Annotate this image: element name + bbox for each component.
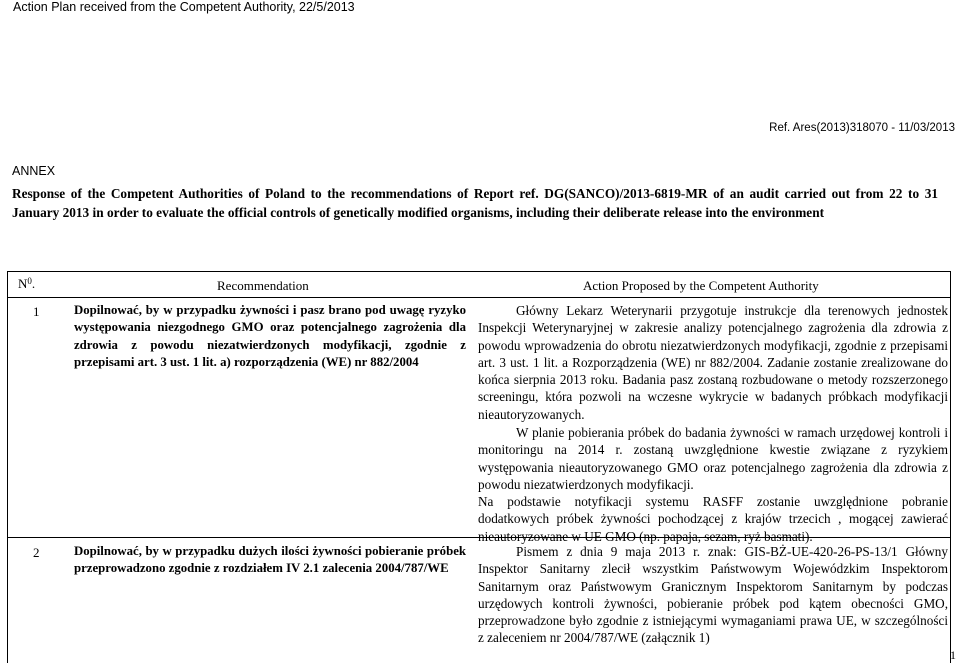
action-paragraph: Główny Lekarz Weterynarii przygotuje instrukcje dla terenowych jednostek Inspekcji Weterynaryjnej w zakresie analizy potencjalnego zagrożenia dla zdrowia z powodu wprowadzenia do obrotu niezatwierdzonych modyfikacji, zgodnie z przepisami art. 3 ust. 1 lit. a Rozporządzenia (WE) nr 882/2004. Zadanie zostanie zrealizowane do końca sierpnia 2013 roku. Badania pasz zostaną rozbudowane o metody rozszerzonego screeningu, która pozwoli na wczesne wykrycie w badanych próbkach modyfikacji nieautoryzowanych. <box>478 303 948 422</box>
column-header-number: $N^0$. <box>18 276 36 291</box>
action-paragraph: W planie pobierania próbek do badania żywności w ramach urzędowej kontroli i monitoringu na 2014 r. zostaną uwzględnione kwestie związane z ryzykiem występowania nieautoryzowanego GMO oraz potencjalnego zagrożenia dla zdrowia z powodu niezatwierdzonych modyfikacji. <box>478 425 948 492</box>
row-number: 2 <box>33 545 40 560</box>
action-text <box>478 302 948 423</box>
document-title: Action Plan received from the Competent Authority, 22/5/2013 <box>13 0 355 14</box>
action-paragraph: Na podstawie notyfikacji systemu RASFF zostanie uwzględnione pobranie dodatkowych próbek żywności pochodzącej z krajów trzecich , mogącej zawierać nieautoryzowane w UE GMO (np. papaja, sezam, ryż basmati). <box>478 494 948 544</box>
column-header-action: Action Proposed by the Competent Authority <box>583 278 819 293</box>
recommendation-text: Dopilnować, by w przypadku żywności i pasz brano pod uwagę ryzyko występowania niezgodnego GMO oraz potencjalnego zagrożenia dla zdrowia z powodu niezatwierdzonych modyfikacji, zgodnie z przepisami art. 3 ust. 1 lit. a) rozporządzenia (WE) nr 882/2004 <box>74 303 466 369</box>
page-number: 1 <box>950 648 956 662</box>
column-header-recommendation: Recommendation <box>217 278 309 293</box>
action-text <box>478 543 948 647</box>
action-text <box>478 424 948 545</box>
recommendation-text: Dopilnować, by w przypadku dużych ilości żywności pobieranie próbek przeprowadzono zgodnie z rozdziałem IV 2.1 zalecenia 2004/787/WE <box>74 544 466 576</box>
row-number: 1 <box>33 304 40 319</box>
intro-paragraph: Response of the Competent Authorities of Poland to the recommendations of Report ref. DG(SANCO)/2013-6819-MR of an audit carried out from 22 to 31 January 2013 in order to evaluate the official controls of genetically modified organisms, including their deliberate release into the environment <box>12 186 938 220</box>
reference-number: Ref. Ares(2013)318070 - 11/03/2013 <box>769 122 955 134</box>
annex-label: ANNEX <box>12 164 56 178</box>
action-paragraph: Pismem z dnia 9 maja 2013 r. znak: GIS-BŻ-UE-420-26-PS-13/1 Główny Inspektor Sanitarny zlecił wszystkim Państwowym Wojewódzkim Inspektorom Sanitarnym oraz Państwowym Granicznym Inspektorom Sanitarnym by podczas urzędowych kontroli żywności, pobieranie próbek pod kątem obecności GMO, przeprowadzone było zgodnie z istniejącymi wymaganiami prawa UE, w szczególności z zaleceniem nr 2004/787/WE (załącznik 1) <box>478 544 948 646</box>
